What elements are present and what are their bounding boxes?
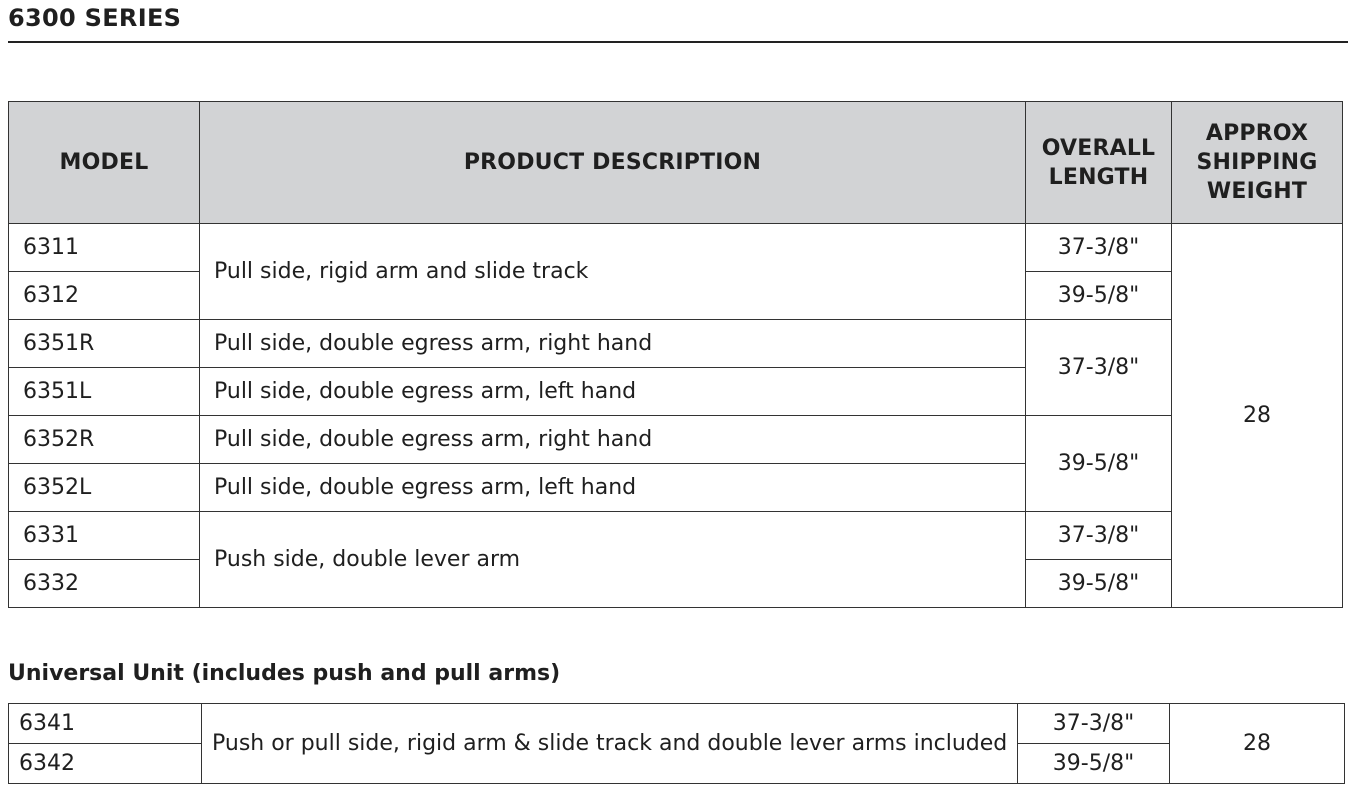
description-cell: Pull side, double egress arm, right hand <box>200 416 1026 464</box>
length-cell: 37-3/8" <box>1026 512 1172 560</box>
description-cell: Pull side, double egress arm, left hand <box>200 368 1026 416</box>
title-divider <box>8 41 1348 43</box>
header-description: PRODUCT DESCRIPTION <box>200 102 1026 224</box>
table-row <box>9 704 1345 744</box>
table-row <box>9 416 1343 464</box>
model-cell: 6342 <box>9 744 202 784</box>
description-cell: Pull side, rigid arm and slide track <box>200 224 1026 320</box>
header-model: MODEL <box>9 102 200 224</box>
header-overall-length <box>1026 102 1172 224</box>
table-header-row <box>9 102 1343 224</box>
header-length-line1: OVERALL <box>1041 135 1156 161</box>
model-cell: 6351L <box>9 368 200 416</box>
table-row <box>9 320 1343 368</box>
weight-cell: 28 <box>1172 224 1343 608</box>
table-row <box>9 512 1343 560</box>
table-row <box>9 224 1343 272</box>
model-cell: 6351R <box>9 320 200 368</box>
product-table <box>8 101 1343 608</box>
description-cell: Push side, double lever arm <box>200 512 1026 608</box>
model-cell: 6331 <box>9 512 200 560</box>
model-cell: 6311 <box>9 224 200 272</box>
model-cell: 6352L <box>9 464 200 512</box>
length-cell: 39-5/8" <box>1026 272 1172 320</box>
model-cell: 6352R <box>9 416 200 464</box>
description-cell: Push or pull side, rigid arm & slide track and double lever arms included <box>202 704 1018 784</box>
model-cell: 6312 <box>9 272 200 320</box>
model-cell: 6332 <box>9 560 200 608</box>
header-weight-line2: SHIPPING <box>1196 150 1318 175</box>
series-title: 6300 SERIES <box>8 4 182 32</box>
header-weight-line1: APPROX <box>1205 121 1309 146</box>
length-cell: 37-3/8" <box>1018 704 1170 744</box>
universal-section-title: Universal Unit (includes push and pull arms) <box>8 661 561 686</box>
model-cell: 6341 <box>9 704 202 744</box>
universal-table <box>8 703 1345 784</box>
length-cell: 37-3/8" <box>1026 224 1172 272</box>
header-shipping-weight <box>1172 102 1343 224</box>
length-cell: 39-5/8" <box>1018 744 1170 784</box>
length-cell: 37-3/8" <box>1026 320 1172 416</box>
weight-cell: 28 <box>1170 704 1345 784</box>
length-cell: 39-5/8" <box>1026 416 1172 512</box>
description-cell: Pull side, double egress arm, left hand <box>200 464 1026 512</box>
length-cell: 39-5/8" <box>1026 560 1172 608</box>
description-cell: Pull side, double egress arm, right hand <box>200 320 1026 368</box>
header-length-line2: LENGTH <box>1048 164 1149 190</box>
header-weight-line3: WEIGHT <box>1206 179 1308 204</box>
